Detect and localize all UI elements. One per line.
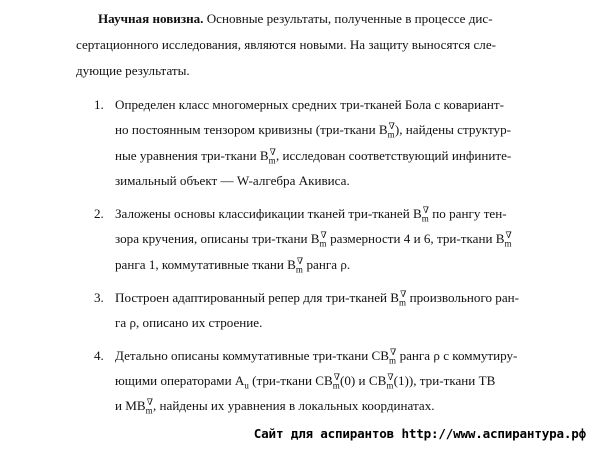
item-4-line-3: и $MB_m^\nabla$, найдены их уравнения в локальных координатах. xyxy=(115,396,435,416)
item-4-text: Детально описаны коммутативные три-ткани CB xyxy=(115,348,389,363)
item-2-text: ранга 1, коммутативные ткани B xyxy=(115,257,296,272)
site-footer-link[interactable]: Сайт для аспирантов http://www.аспирантура.рф xyxy=(253,426,586,441)
list-item-number: 4. xyxy=(94,348,104,363)
item-4-text-tail: (1)), три-ткани TB xyxy=(393,373,496,388)
item-1-line-3: ные уравнения три-ткани $B_m^\nabla$, исследован соответствующий инфините- xyxy=(115,146,512,166)
item-2-text-tail: размерности 4 и 6, три-ткани B xyxy=(326,231,505,246)
item-4-line-2: ющими операторами $A_u$ (три-ткани $CB_m^\nabla(0)$ и $CB_m^\nabla(1)$), три-ткани TB xyxy=(115,371,496,391)
item-2-line-2: зора кручения, описаны три-ткани $B_m^\nabla$ размерности 4 и 6, три-ткани $B_m^\nabla$ xyxy=(115,229,512,249)
item-1-text-tail: ), найдены структур- xyxy=(394,122,511,137)
item-2-text: Заложены основы классификации тканей три-тканей B xyxy=(115,206,422,221)
item-2-line-1: Заложены основы классификации тканей три-тканей $B_m^\nabla$ по рангу тен- xyxy=(115,204,507,224)
intro-text: Основные результаты, полученные в процессе дис- xyxy=(203,11,493,26)
list-item-number: 3. xyxy=(94,290,104,305)
item-3-text: Построен адаптированный репер для три-тканей B xyxy=(115,290,400,305)
item-1-text: но постоянным тензором кривизны (три-ткани B xyxy=(115,122,388,137)
item-1-line-1: Определен класс многомерных средних три-тканей Бола с ковариант- xyxy=(115,97,505,112)
list-item-number: 1. xyxy=(94,97,104,112)
item-1-line-2: но постоянным тензором кривизны (три-ткани $B_m^\nabla$), найдены структур- xyxy=(115,120,511,140)
intro-line-2: сертационного исследования, являются новыми. На защиту выносятся сле- xyxy=(76,37,497,52)
item-4-text-mid: (три-ткани CB xyxy=(248,373,333,388)
item-2-text-tail: по рангу тен- xyxy=(429,206,507,221)
item-2-text-tail: ранга ρ. xyxy=(303,257,351,272)
section-heading: Научная новизна. xyxy=(98,11,204,26)
item-4-text-tail: , найдены их уравнения в локальных координатах. xyxy=(152,398,435,413)
item-3-text-tail: произвольного ран- xyxy=(406,290,520,305)
intro-line-3: дующие результаты. xyxy=(76,63,190,78)
item-1-text: ные уравнения три-ткани B xyxy=(115,148,269,163)
item-1-line-4: зимальный объект — W-алгебра Акивиса. xyxy=(115,173,350,188)
list-item-number: 2. xyxy=(94,206,104,221)
item-4-text: и MB xyxy=(115,398,146,413)
item-3-line-2: га ρ, описано их строение. xyxy=(115,315,263,330)
item-2-text: зора кручения, описаны три-ткани B xyxy=(115,231,320,246)
intro-line-1 xyxy=(98,10,493,28)
item-4-text-mid2: (0) и CB xyxy=(340,373,387,388)
item-4-text-tail: ранга ρ с коммутиру- xyxy=(396,348,518,363)
item-4-line-1: Детально описаны коммутативные три-ткани $CB_m^\nabla$ ранга ρ с коммутиру- xyxy=(115,346,518,366)
item-4-text: ющими операторами A xyxy=(115,373,245,388)
item-2-line-3: ранга 1, коммутативные ткани $B_m^\nabla$ ранга ρ. xyxy=(115,255,351,275)
item-1-text-tail: , исследован соответствующий инфините- xyxy=(275,148,512,163)
item-3-line-1: Построен адаптированный репер для три-тканей $B_m^\nabla$ произвольного ран- xyxy=(115,288,520,308)
